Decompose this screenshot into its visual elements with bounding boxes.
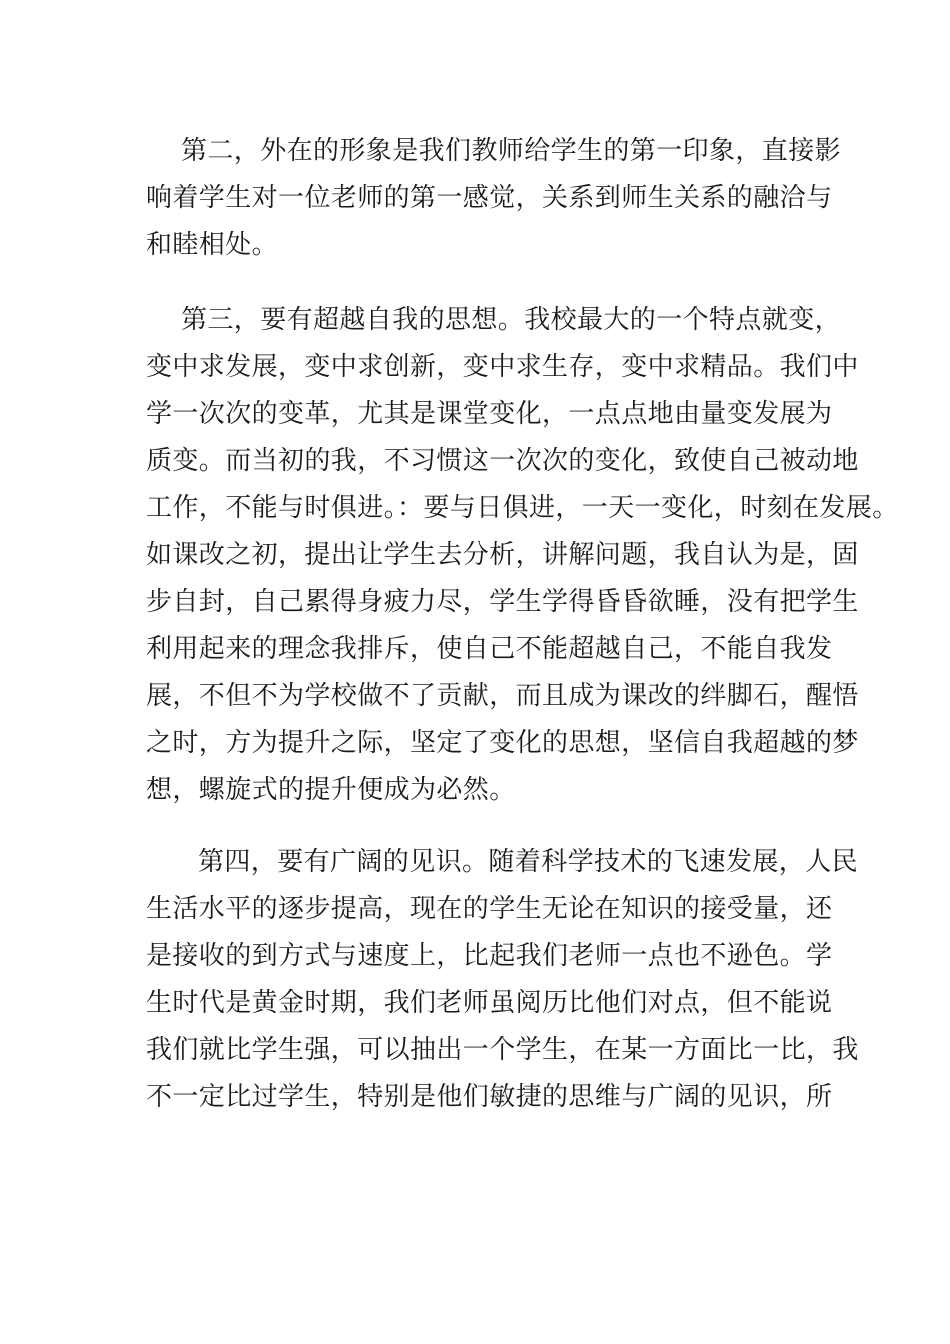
paragraph-line: 第二，外在的形象是我们教师给学生的第一印象，直接影 bbox=[181, 136, 842, 166]
paragraph-line: 工作，不能与时俱进。：要与日俱进，一天一变化，时刻在发展。 bbox=[146, 493, 899, 523]
paragraph-line: 步自封，自己累得身疲力尽，学生学得昏昏欲睡，没有把学生 bbox=[146, 587, 859, 617]
paragraph-line: 第三，要有超越自我的思想。我校最大的一个特点就变， bbox=[181, 305, 842, 335]
paragraph-line: 如课改之初，提出让学生去分析，讲解问题，我自认为是，固 bbox=[146, 540, 859, 570]
paragraph-3 bbox=[146, 297, 899, 814]
paragraph-line: 生活水平的逐步提高，现在的学生无论在知识的接受量，还 bbox=[146, 894, 833, 924]
paragraph-line: 学一次次的变革，尤其是课堂变化，一点点地由量变发展为 bbox=[146, 399, 833, 429]
paragraph-line: 和睦相处。 bbox=[146, 230, 279, 260]
paragraph-2 bbox=[146, 128, 842, 269]
paragraph-line: 我们就比学生强，可以抽出一个学生，在某一方面比一比，我 bbox=[146, 1035, 859, 1065]
paragraph-4 bbox=[146, 839, 859, 1121]
paragraph-line: 质变。而当初的我，不习惯这一次次的变化，致使自己被动地 bbox=[146, 446, 859, 476]
paragraph-line: 变中求发展，变中求创新，变中求生存，变中求精品。我们中 bbox=[146, 352, 859, 382]
paragraph-line: 生时代是黄金时期，我们老师虽阅历比他们对点，但不能说 bbox=[146, 988, 833, 1018]
paragraph-line: 是接收的到方式与速度上，比起我们老师一点也不逊色。学 bbox=[146, 941, 833, 971]
paragraph-line: 之时，方为提升之际，坚定了变化的思想，坚信自我超越的梦 bbox=[146, 728, 859, 758]
paragraph-line: 不一定比过学生，特别是他们敏捷的思维与广阔的见识，所 bbox=[146, 1082, 833, 1112]
paragraph-line: 第四，要有广阔的见识。随着科学技术的飞速发展，人民 bbox=[198, 847, 859, 877]
paragraph-line: 展，不但不为学校做不了贡献，而且成为课改的绊脚石，醒悟 bbox=[146, 681, 859, 711]
paragraph-line: 利用起来的理念我排斥，使自己不能超越自己，不能自我发 bbox=[146, 634, 833, 664]
document-body bbox=[146, 128, 899, 1121]
paragraph-line: 想，螺旋式的提升便成为必然。 bbox=[146, 775, 516, 805]
paragraph-line: 响着学生对一位老师的第一感觉，关系到师生关系的融洽与 bbox=[146, 183, 833, 213]
